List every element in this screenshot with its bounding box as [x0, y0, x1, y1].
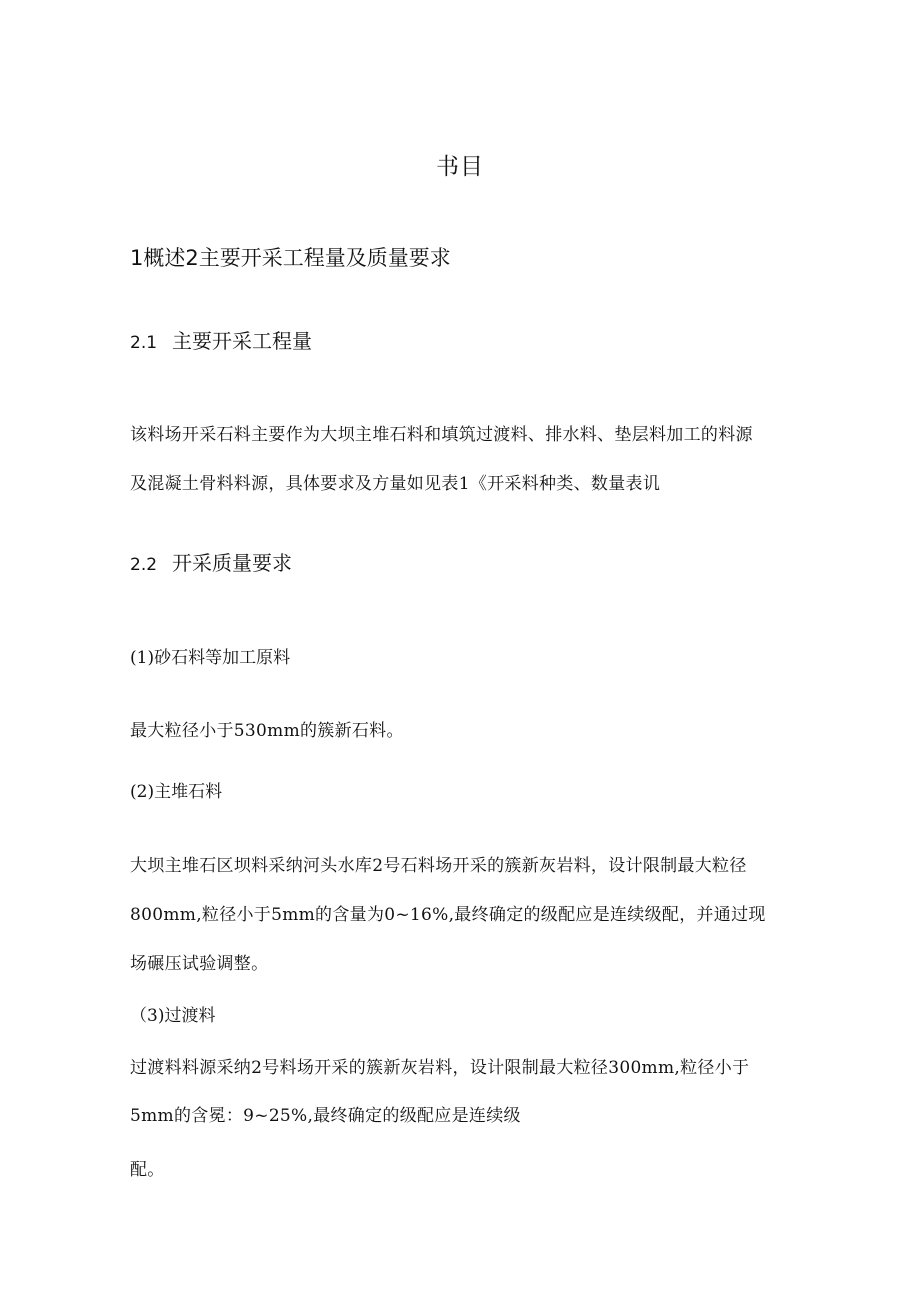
section-number: 2.2 [130, 555, 158, 575]
paragraph-line: 过渡料料源采纳2号料场开采的簇新灰岩料，设计限制最大粒径300mm,粒径小于 [130, 1058, 750, 1078]
document-title: 书目 [436, 154, 484, 180]
item-heading-1: (1)砂石料等加工原料 [130, 648, 291, 668]
item-heading-2: (2)主堆石料 [130, 782, 223, 802]
section-heading-2-1 [130, 325, 312, 354]
paragraph-line: 配。 [130, 1160, 165, 1180]
paragraph-line: 该料场开采石料主要作为大坝主堆石料和填筑过渡料、排水料、垫层料加工的料源 [130, 425, 753, 445]
section-heading-2-2 [130, 547, 292, 576]
paragraph-line: 及混凝土骨料料源，具体要求及方量如见表1《开采料种类、数量表讥 [130, 474, 661, 494]
item-heading-3: （3)过渡料 [130, 1006, 216, 1026]
paragraph-line: 场碾压试验调整。 [130, 954, 269, 974]
paragraph-line: 800mm,粒径小于5mm的含量为0~16%,最终确定的级配应是连续级配，并通过现 [130, 905, 766, 925]
paragraph-line: 最大粒径小于530mm的簇新石料。 [130, 721, 404, 741]
paragraph-line: 5mm的含冕：9~25%,最终确定的级配应是连续级 [130, 1106, 521, 1126]
paragraph-line: 大坝主堆石区坝料采纳河头水库2号石料场开采的簇新灰岩料，设计限制最大粒径 [130, 856, 747, 876]
section-title: 主要开采工程量 [172, 329, 312, 353]
section-number: 2.1 [130, 333, 158, 353]
toc-line: 1概述2主要开采工程量及质量要求 [130, 246, 451, 270]
section-title: 开采质量要求 [172, 551, 292, 575]
